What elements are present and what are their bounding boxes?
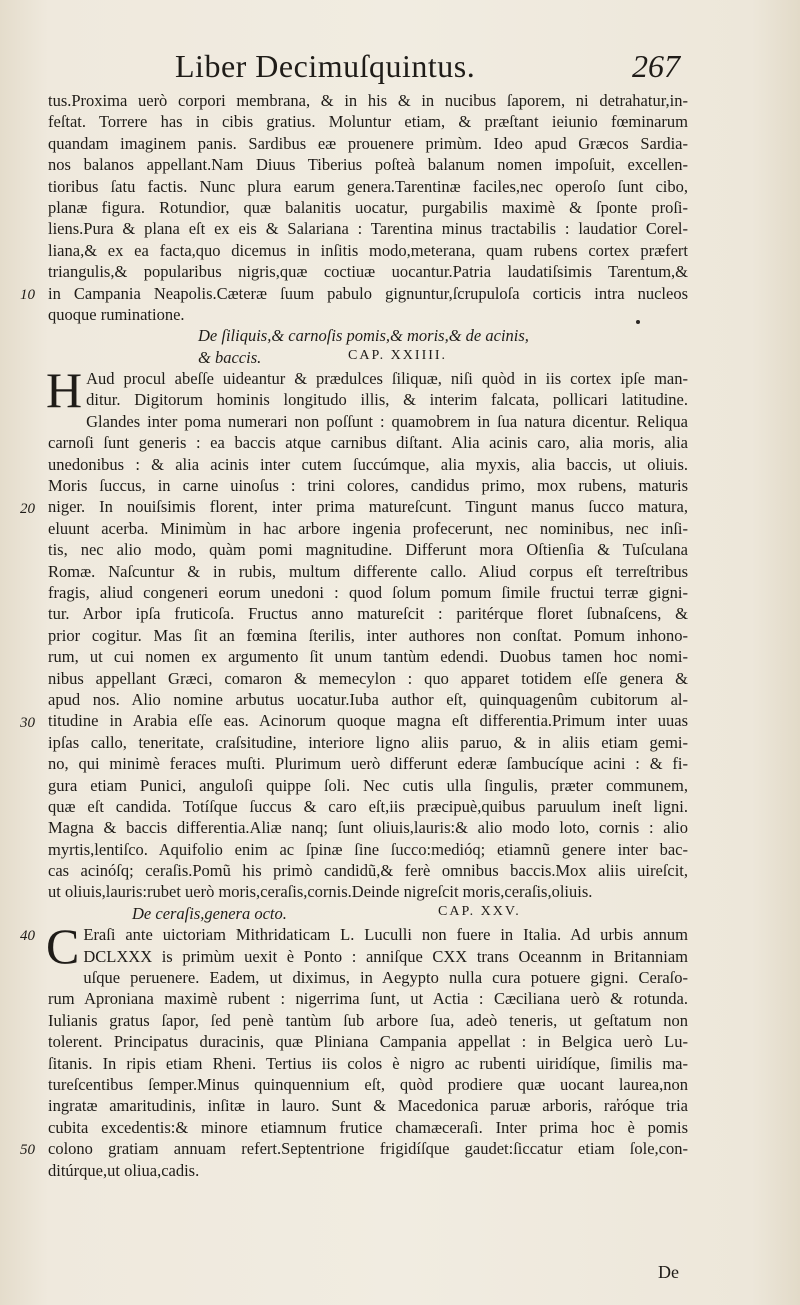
text-line: Romæ. Naſcuntur & in rubis, multum differente callo. Aliud corpus eſt terreſtribus: [48, 561, 688, 581]
running-title: Liber Decimuſquintus.: [175, 48, 476, 84]
text-line: Iulianis gratus ſapor, ſed penè tantùm ſub arbore ſua, adeò teneris, ut geſtatum non: [48, 1010, 688, 1030]
text-line: prior cogitur. Mas ſit an fœmina ſterilis, inter authores non conſtat. Pomum inhono-: [48, 625, 688, 645]
text-line: niger. In nouiſsimis florent, inter prima matureſcunt. Tingunt manus ſucco matura,: [48, 497, 688, 517]
text-line: quoque ruminatione.: [48, 304, 185, 324]
text-line: uſque peruenere. Eadem, ut diximus, in Aegypto nulla cura potuere gigni. Ceraſo-: [83, 968, 688, 988]
text-line: in Campania Neapolis.Cæteræ ſuum pabulo gignuntur,ſcrupuloſa corticis intra nucleos: [48, 283, 688, 303]
text-line: tur. Arbor ipſa fruticoſa. Fructus anno matureſcit : paritérque floret ſubnaſcens, &: [48, 604, 688, 624]
chapter-25: [48, 903, 688, 1181]
text-line: nos balanos appellant.Nam Diuus Tiberius poſteà balanum nomen impoſuit, excellen-: [48, 155, 688, 175]
text-line: liana,& ex ea facta,quo dicemus in inſitis modo,meterana, quam rubens cortex præfert: [48, 240, 688, 260]
text-line: apud nos. Alio nomine arbutus uocatur.Iuba author eſt, quinquagenûm cubitorum al-: [48, 689, 688, 709]
chapter-25-label: CAP. XXV.: [438, 903, 521, 919]
text-line: cubita excedentis:& minore etiamnum frutice chamæceraſi. Inter prima hoc è pomis: [48, 1117, 688, 1137]
chapter-24: [48, 325, 688, 903]
text-line: tureſcentibus ſemper.Minus quinquennium eſt, quòd prodiere quæ uocant laurea,non: [48, 1074, 688, 1094]
line-number-40: 40: [20, 928, 35, 944]
text-line: nibus appellant Græci, comaron & memecylon : quo apparet totidem eſſe genera &: [48, 668, 688, 688]
text-line: unedonibus : & alia acinis inter cutem ſuccúmque, alia myxis, alia baccis, ut oliuis.: [48, 454, 688, 474]
text-line: fragis, aliud congeneri eorum unedoni : quod ſolum pomum ſimile fructui terræ gigni-: [48, 582, 688, 602]
text-line: Glandes inter poma numerari non poſſunt : quamobrem in ſua natura dicentur. Reliqua: [86, 411, 688, 431]
page-header: [0, 46, 800, 94]
text-line: quandam imaginem panis. Sardibus eæ prouenere primùm. Ideo apud Græcos Sardia-: [48, 133, 688, 153]
text-line: ut oliuis,lauris:rubet uerò moris,ceraſis,cornis.Deinde nigreſcit moris,ceraſis,oliuis.: [48, 882, 593, 902]
text-line: titudine in Arabia eſſe eas. Acinorum quoque magna eſt differentia.Primum inter uuas: [48, 711, 688, 731]
text-line: triangulis,& popularibus nigris,quæ coctiuæ uocantur.Patria laudatiſsimis Tarentum,&: [48, 262, 688, 282]
text-line: gura etiam Punici, anguloſi quippe ſoli. Nec cutis ulla ſingulis, præter communem,: [48, 775, 688, 795]
text-line: cas acinóſq; ceraſis.Pomũ his primò candidũ,& ferè omnibus baccis.Mox aliis uireſcit,: [48, 861, 688, 881]
text-line: ſitanis. In ripis etiam Rheni. Tertius iis colos è nigro ac rubenti uiridíque, ſimilis ma-: [48, 1053, 688, 1073]
text-line: carnoſi ſunt generis : ea baccis atque carnibus diſtant. Alia acinis caro, alia moris, alia: [48, 433, 688, 453]
text-line: Eraſi ante uictoriam Mithridaticam L. Luculli non fuere in Italia. Ad urbis annum: [83, 925, 688, 945]
text-line: Magna & baccis differentia.Aliæ nanq; ſunt oliuis,lauris:& alio modo loto, cornis : alio: [48, 818, 688, 838]
chapter-24-heading-line2: & baccis.: [198, 347, 262, 367]
chapter-24-label: CAP. XXIIII.: [348, 347, 448, 363]
text-line: no, qui minimè feraces muſti. Plurimum uerò differunt ederæ ſambucíque acini : & fi-: [48, 754, 688, 774]
text-line: ditúrque,ut oliua,cadis.: [48, 1160, 200, 1180]
line-number-30: 30: [20, 715, 35, 731]
text-line: myrtis,lentiſco. Aquifolio enim ac ſpinæ ſine ſucco:medióq; etiamnũ genere inter bac-: [48, 839, 688, 859]
text-line: tioribus ſatu factis. Nunc plura earum genera.Tarentinæ faciles,nec operoſo ſunt cibo,: [48, 176, 688, 196]
text-line: feſtat. Torrere has in cibis gratius. Moluntur etiam, & præſtant ieiunio fœminarum: [48, 112, 688, 132]
text-line: tis, nec alio modo, quàm pomi magnitudine. Differunt mora Oſtienſia & Tuſculana: [48, 540, 688, 560]
body-text: [48, 90, 688, 1181]
text-line: Aud procul abeſſe uideantur & prædulces ſiliquæ, niſi quòd in iis cortex ipſe man-: [86, 369, 688, 389]
text-line: rum, ut cui nomen ex argumento ſit unum tantùm edendi. Duobus tamen hoc nomi-: [48, 647, 688, 667]
chapter-25-dropcap: C: [46, 918, 80, 975]
text-line: ditur. Digitorum hominis longitudo illis, & interim falcata, pollicari latitudine.: [86, 390, 688, 410]
chapter-24-heading: De ſiliquis,& carnoſis pomis,& moris,& de acinis,: [198, 326, 529, 346]
catchword: De: [658, 1262, 679, 1282]
line-number-10: 10: [20, 287, 35, 303]
ink-speck: [636, 320, 640, 324]
text-line: planæ figura. Rotundior, quæ balanitis uocatur, purgabilis maximè & ſponte proſi-: [48, 197, 688, 217]
text-line: eluunt acerba. Minimùm in hac arbore ingenia profecerunt, nec nominibus, nec inſi-: [48, 518, 688, 538]
text-line: DCLXXX is primùm uexit è Ponto : anniſque CXX trans Oceannm in Britanniam: [83, 946, 688, 966]
text-line: Moris ſuccus, in carne uinoſus : trini colores, candidus primo, mox rubens, maturis: [48, 476, 688, 496]
chapter-24-dropcap: H: [46, 362, 83, 419]
text-line: colono gratiam annuam refert.Septentrione frigidíſque gaudet:ſiccatur etiam ſole,con-: [48, 1139, 688, 1159]
line-number-50: 50: [20, 1142, 35, 1158]
text-line: ipſas callo, teneritate, craſsitudine, interiore ligno aliis paruo, & in aliis etiam gemi-: [48, 732, 688, 752]
text-line: ingratæ amaritudinis, inſitæ in lauro. Sunt & Macedonica paruæ arboris, ra̕róque tria: [48, 1096, 688, 1116]
text-line: tolerent. Principatus duracinis, quæ Pliniana Campania appellat : in Belgica uerò Lu-: [48, 1032, 688, 1052]
continuation-paragraph: [48, 90, 688, 325]
chapter-25-heading: De ceraſis,genera octo.: [132, 903, 287, 923]
text-line: tus.Proxima uerò corpori membrana, & in his & in nucibus ſaporem, ni detrahatur,in-: [48, 91, 688, 110]
line-number-20: 20: [20, 501, 35, 517]
text-line: rum Aproniana maximè rubent : nigerrima ſunt, ut Actia : Cæciliana uerò & rotunda.: [48, 989, 688, 1009]
text-line: liens.Pura & plana eſt ex eis & Salariana : Tarentina minus tractabilis : laudatior Corel-: [48, 219, 688, 239]
page-number: 267: [632, 48, 680, 84]
text-line: quæ eſt candida. Totíſque ſuccus & caro eſt,iis præcipuè,quibus paruulum ineſt ligni.: [48, 796, 688, 816]
